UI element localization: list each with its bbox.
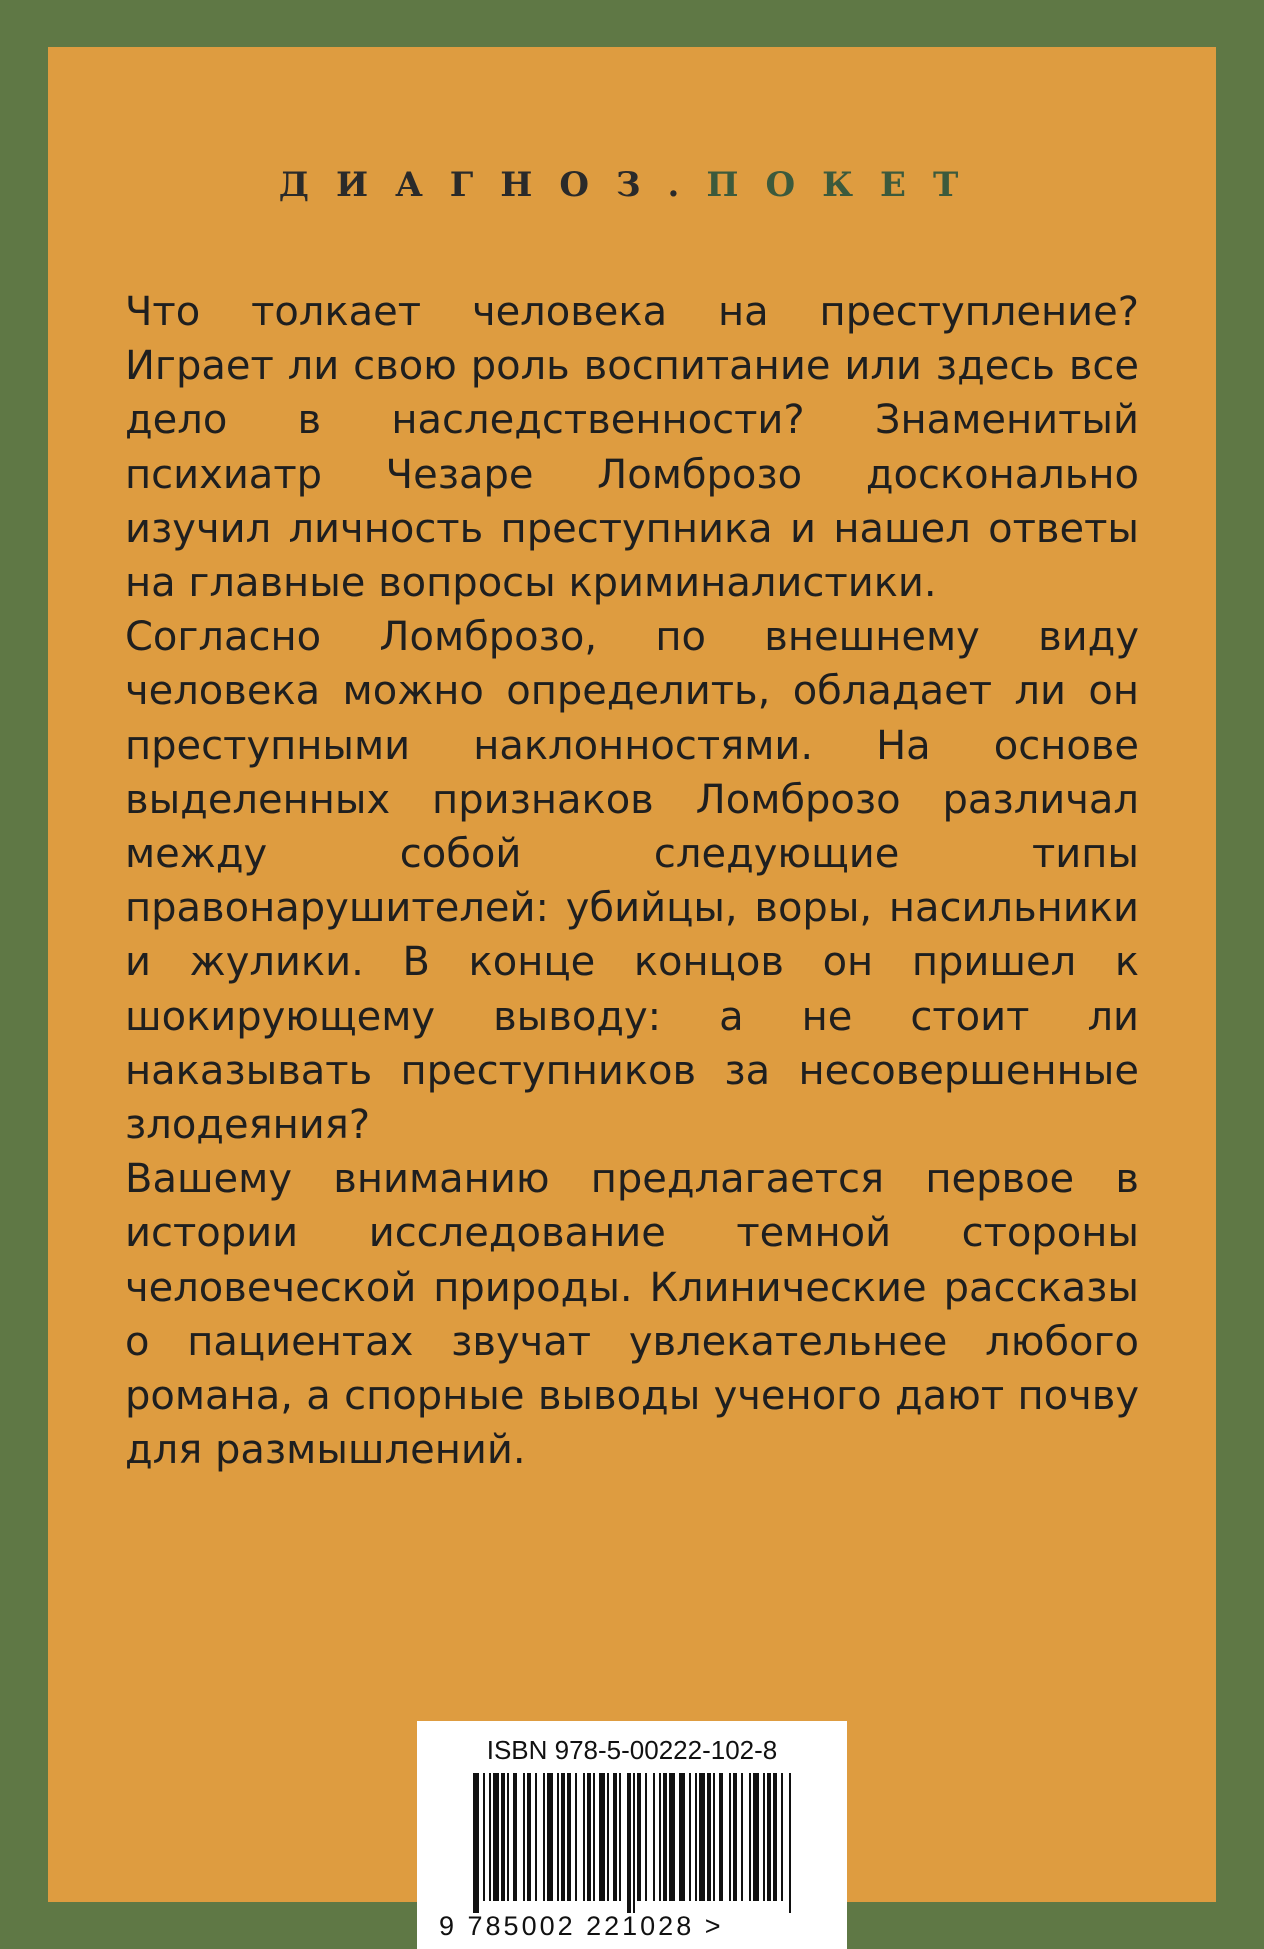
barcode-bar xyxy=(773,1773,777,1901)
series-title xyxy=(48,165,1216,205)
barcode-bar xyxy=(713,1773,715,1901)
barcode-bar xyxy=(583,1773,585,1901)
barcode-bar xyxy=(767,1773,771,1901)
description-paragraph-3: Вашему вниманию предлагается первое в истории исследование темной стороны человеческой природы. Клинические рассказы о пациентах звучат увлекательнее любого романа, а спорные выводы ученого дают почву для размышлений. xyxy=(125,1156,1139,1474)
book-description xyxy=(125,285,1139,1477)
description-paragraph-2: Согласно Ломброзо, по внешнему виду человека можно определить, обладает ли он преступными наклонностями. На основе выделенных признаков Ломброзо различал между собой следующие типы правонарушителей: убийцы, воры, насильники и жулики. В конце концов он пришел к шокирующему выводу: а не стоит ли наказывать преступников за несовершенные злодеяния? xyxy=(125,614,1139,1149)
barcode-bar xyxy=(543,1773,545,1901)
description-paragraph-1: Что толкает человека на преступление? Играет ли свою роль воспитание или здесь все дело в наследственности? Знаменитый психиатр Чезаре Ломброзо досконально изучил личность преступника и нашел ответы на главные вопросы криминалистики. xyxy=(125,289,1139,607)
barcode-bar xyxy=(689,1773,691,1901)
barcode-bar xyxy=(679,1773,685,1901)
series-name: ДИАГНОЗ. xyxy=(278,165,707,205)
barcode-bar xyxy=(653,1773,655,1901)
barcode-bar xyxy=(733,1773,737,1901)
barcode-bar xyxy=(513,1773,517,1901)
barcode-bar xyxy=(613,1773,617,1901)
barcode-bar xyxy=(493,1773,499,1901)
barcode-bar xyxy=(575,1773,577,1901)
barcode-bar xyxy=(763,1773,765,1901)
barcode-bar xyxy=(627,1773,631,1913)
barcode-bar xyxy=(789,1773,791,1913)
barcode-bar xyxy=(561,1773,565,1901)
barcode-bar xyxy=(633,1773,635,1913)
barcode-bar xyxy=(663,1773,667,1901)
barcode-bar xyxy=(507,1773,509,1901)
barcode-bar xyxy=(637,1773,641,1901)
barcode-bar xyxy=(527,1773,531,1901)
barcode-bar xyxy=(669,1773,675,1901)
barcode-image xyxy=(473,1773,791,1913)
cover-panel xyxy=(48,47,1216,1902)
barcode-bar xyxy=(599,1773,605,1901)
barcode-bar xyxy=(741,1773,743,1901)
barcode-bar xyxy=(753,1773,759,1901)
barcode-bar xyxy=(587,1773,591,1901)
barcode-bar xyxy=(749,1773,751,1901)
barcode-bar xyxy=(699,1773,705,1901)
barcode-bar xyxy=(547,1773,553,1901)
barcode-bar xyxy=(707,1773,711,1901)
series-subname: ПОКЕТ xyxy=(706,165,986,205)
barcode-digits: 9 785002 221028 > xyxy=(439,1911,724,1941)
barcode-bar xyxy=(489,1773,491,1901)
barcode-bar xyxy=(593,1773,595,1901)
barcode-bar xyxy=(695,1773,697,1901)
barcode-bar xyxy=(619,1773,621,1901)
barcode-bar xyxy=(567,1773,571,1901)
barcode-bar xyxy=(607,1773,609,1901)
barcode-bar xyxy=(557,1773,559,1901)
barcode-bar xyxy=(781,1773,783,1901)
barcode-bar xyxy=(535,1773,537,1901)
barcode-bar xyxy=(473,1773,479,1913)
barcode-bar xyxy=(719,1773,723,1901)
isbn-label: ISBN 978-5-00222-102-8 xyxy=(486,1735,778,1765)
barcode-bar xyxy=(659,1773,661,1901)
barcode-bar xyxy=(483,1773,485,1901)
barcode-bar xyxy=(523,1773,525,1901)
barcode-bar xyxy=(729,1773,731,1901)
barcode-bar xyxy=(501,1773,505,1901)
barcode-block xyxy=(417,1721,847,1949)
barcode-bar xyxy=(645,1773,647,1901)
